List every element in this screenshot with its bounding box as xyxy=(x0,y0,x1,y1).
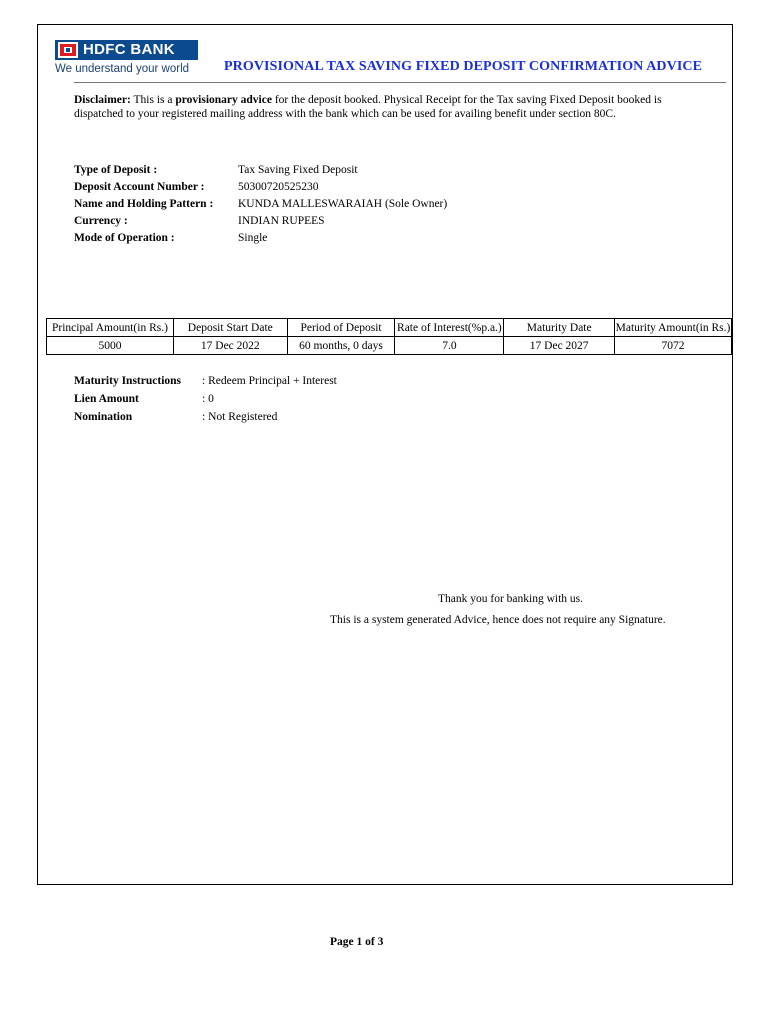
detail-value: Single xyxy=(238,232,268,244)
column-header-maturity-date: Maturity Date xyxy=(504,319,615,337)
cell-maturity-amount: 7072 xyxy=(614,337,731,355)
column-header-rate: Rate of Interest(%p.a.) xyxy=(395,319,504,337)
instruction-label: Lien Amount xyxy=(74,393,139,405)
thank-you-note: Thank you for banking with us. xyxy=(438,593,584,605)
table-row xyxy=(47,337,732,355)
column-header-start-date: Deposit Start Date xyxy=(173,319,287,337)
disclaimer-paragraph xyxy=(74,93,694,121)
detail-value: INDIAN RUPEES xyxy=(238,215,325,227)
instruction-value: : 0 xyxy=(202,393,214,405)
cell-maturity-date: 17 Dec 2027 xyxy=(504,337,615,355)
disclaimer-label: Disclaimer: xyxy=(74,94,131,106)
deposit-summary-table xyxy=(46,318,732,355)
instruction-label: Maturity Instructions xyxy=(74,375,182,387)
bank-tagline: We understand your world xyxy=(55,63,190,75)
detail-label: Mode of Operation : xyxy=(74,232,175,244)
cell-period: 60 months, 0 days xyxy=(287,337,395,355)
page-title: PROVISIONAL TAX SAVING FIXED DEPOSIT CONFIRMATION ADVICE xyxy=(224,59,703,74)
cell-principal: 5000 xyxy=(47,337,174,355)
hdfc-bank-logo xyxy=(55,40,200,80)
cell-start-date: 17 Dec 2022 xyxy=(173,337,287,355)
advice-frame xyxy=(37,24,733,885)
column-header-maturity-amount: Maturity Amount(in Rs.) xyxy=(614,319,731,337)
table-header-row xyxy=(47,319,732,337)
title-divider xyxy=(74,82,726,83)
detail-value: KUNDA MALLESWARAIAH (Sole Owner) xyxy=(238,198,448,210)
disclaimer-text-2: for the deposit booked. Physical Receipt for the Tax saving Fixed Deposit booked is dispatched to your registered mailing address with the bank which can be used for availing benefit under section 80C. xyxy=(74,94,662,120)
bank-name: HDFC BANK xyxy=(83,41,175,58)
logo-banner xyxy=(55,40,198,60)
system-generated-note: This is a system generated Advice, hence does not require any Signature. xyxy=(330,614,666,626)
detail-label: Type of Deposit : xyxy=(74,164,158,176)
detail-label: Name and Holding Pattern : xyxy=(74,198,214,210)
instruction-value: : Redeem Principal + Interest xyxy=(202,375,337,387)
instruction-value: : Not Registered xyxy=(202,411,278,423)
detail-value: 50300720525230 xyxy=(238,181,319,193)
bank-logo-icon xyxy=(58,42,78,58)
column-header-principal: Principal Amount(in Rs.) xyxy=(47,319,174,337)
detail-label: Currency : xyxy=(74,215,128,227)
detail-value: Tax Saving Fixed Deposit xyxy=(238,164,358,176)
cell-rate: 7.0 xyxy=(395,337,504,355)
column-header-period: Period of Deposit xyxy=(287,319,395,337)
detail-label: Deposit Account Number : xyxy=(74,181,205,193)
instruction-label: Nomination xyxy=(74,411,133,423)
disclaimer-text-1: This is a xyxy=(130,94,176,106)
page-number: Page 1 of 3 xyxy=(330,936,384,948)
disclaimer-emphasis: provisionary advice xyxy=(175,94,272,106)
